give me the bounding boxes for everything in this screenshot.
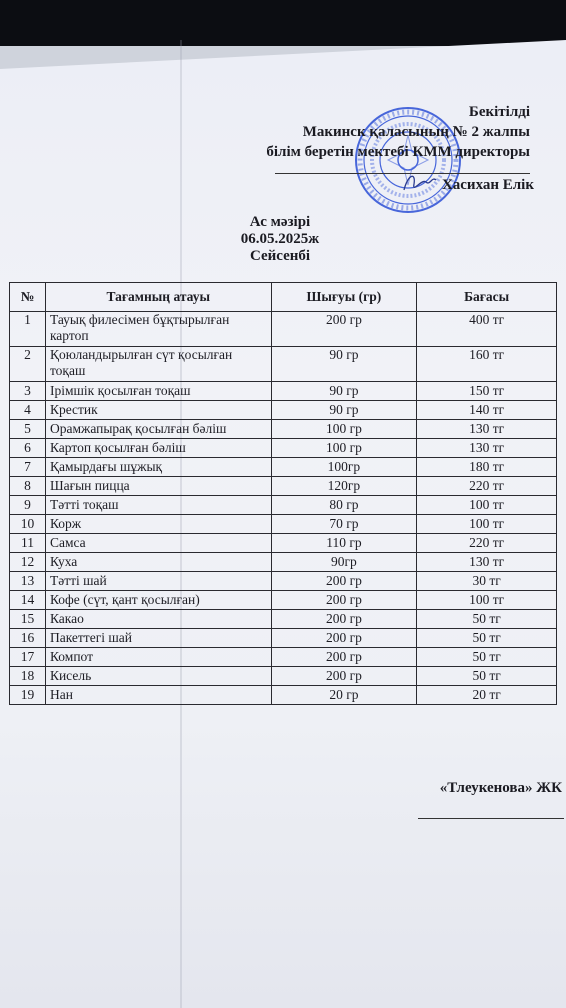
row-number: 17: [10, 648, 46, 667]
portion-size: 90 гр: [271, 347, 417, 382]
portion-size: 200 гр: [271, 667, 417, 686]
dish-name: Ірімшік қосылған тоқаш: [45, 382, 271, 401]
signature-line: [275, 173, 530, 174]
dish-name: Корж: [45, 515, 271, 534]
price: 400 тг: [417, 312, 557, 347]
portion-size: 80 гр: [271, 496, 417, 515]
price: 130 тг: [417, 420, 557, 439]
price: 160 тг: [417, 347, 557, 382]
portion-size: 90 гр: [271, 401, 417, 420]
price: 100 тг: [417, 591, 557, 610]
price: 50 тг: [417, 629, 557, 648]
price: 100 тг: [417, 496, 557, 515]
row-number: 19: [10, 686, 46, 705]
table-row: [10, 458, 557, 477]
row-number: 8: [10, 477, 46, 496]
table-row: [10, 648, 557, 667]
approval-line-2: білім беретін мектебі КММ директоры: [266, 144, 530, 160]
row-number: 15: [10, 610, 46, 629]
row-number: 3: [10, 382, 46, 401]
approval-block: [266, 102, 530, 162]
dish-name: Самса: [45, 534, 271, 553]
dish-name: Крестик: [45, 401, 271, 420]
table-row: [10, 515, 557, 534]
approval-title: Бекітілді: [468, 104, 530, 120]
price: 220 тг: [417, 477, 557, 496]
portion-size: 100гр: [271, 458, 417, 477]
dish-name: Картоп қосылған бәліш: [45, 439, 271, 458]
row-number: 13: [10, 572, 46, 591]
table-row: [10, 572, 557, 591]
portion-size: 200 гр: [271, 610, 417, 629]
dish-name: Кофе (сүт, қант қосылған): [45, 591, 271, 610]
portion-size: 20 гр: [271, 686, 417, 705]
portion-size: 200 гр: [271, 591, 417, 610]
row-number: 7: [10, 458, 46, 477]
dish-name: Тауық филесімен бұқтырылған картоп: [45, 312, 271, 347]
row-number: 11: [10, 534, 46, 553]
table-row: [10, 534, 557, 553]
dish-name: Қоюландырылған сүт қосылған тоқаш: [45, 347, 271, 382]
price: 150 тг: [417, 382, 557, 401]
table-row: [10, 667, 557, 686]
price: 140 тг: [417, 401, 557, 420]
portion-size: 100 гр: [271, 420, 417, 439]
dish-name: Нан: [45, 686, 271, 705]
table-row: [10, 382, 557, 401]
row-number: 4: [10, 401, 46, 420]
table-row: [10, 629, 557, 648]
portion-size: 110 гр: [271, 534, 417, 553]
table-row: [10, 686, 557, 705]
portion-size: 120гр: [271, 477, 417, 496]
dish-name: Куха: [45, 553, 271, 572]
portion-size: 200 гр: [271, 629, 417, 648]
approval-line-1: Макинск қаласының № 2 жалпы: [302, 124, 530, 140]
director-name: Хасихан Елік: [441, 177, 534, 193]
table-row: [10, 439, 557, 458]
portion-size: 200 гр: [271, 572, 417, 591]
table-row: [10, 312, 557, 347]
table-row: [10, 477, 557, 496]
price: 220 тг: [417, 534, 557, 553]
dish-name: Тәтті шай: [45, 572, 271, 591]
row-number: 9: [10, 496, 46, 515]
row-number: 1: [10, 312, 46, 347]
portion-size: 100 гр: [271, 439, 417, 458]
dish-name: Тәтті тоқаш: [45, 496, 271, 515]
table-row: [10, 401, 557, 420]
dish-name: Пакеттегі шай: [45, 629, 271, 648]
header-price: Бағасы: [417, 283, 557, 312]
header-dish-name: Тағамның атауы: [45, 283, 271, 312]
portion-size: 90 гр: [271, 382, 417, 401]
price: 180 тг: [417, 458, 557, 477]
table-row: [10, 610, 557, 629]
price: 100 тг: [417, 515, 557, 534]
price: 50 тг: [417, 648, 557, 667]
dish-name: Қамырдағы шұжық: [45, 458, 271, 477]
row-number: 6: [10, 439, 46, 458]
price: 20 тг: [417, 686, 557, 705]
portion-size: 200 гр: [271, 648, 417, 667]
menu-weekday: Сейсенбі: [249, 248, 311, 264]
table-row: [10, 496, 557, 515]
dish-name: Кисель: [45, 667, 271, 686]
price: 50 тг: [417, 610, 557, 629]
company-name: «Тлеукенова» ЖК: [439, 780, 562, 796]
portion-size: 200 гр: [271, 312, 417, 347]
header-portion: Шығуы (гр): [271, 283, 417, 312]
menu-heading: [200, 214, 360, 265]
row-number: 10: [10, 515, 46, 534]
portion-size: 90гр: [271, 553, 417, 572]
table-header-row: [10, 283, 557, 312]
dish-name: Орамжапырақ қосылған бәліш: [45, 420, 271, 439]
table-row: [10, 420, 557, 439]
row-number: 14: [10, 591, 46, 610]
price: 50 тг: [417, 667, 557, 686]
menu-title: Ас мәзірі: [249, 214, 311, 230]
header-number: №: [10, 283, 46, 312]
row-number: 12: [10, 553, 46, 572]
portion-size: 70 гр: [271, 515, 417, 534]
price: 130 тг: [417, 439, 557, 458]
table-row: [10, 591, 557, 610]
menu-date: 06.05.2025ж: [240, 231, 320, 247]
row-number: 2: [10, 347, 46, 382]
row-number: 16: [10, 629, 46, 648]
dish-name: Компот: [45, 648, 271, 667]
price: 30 тг: [417, 572, 557, 591]
row-number: 18: [10, 667, 46, 686]
price: 130 тг: [417, 553, 557, 572]
menu-table: [9, 282, 557, 705]
table-row: [10, 347, 557, 382]
dish-name: Какао: [45, 610, 271, 629]
company-signature-line: [418, 818, 564, 819]
table-row: [10, 553, 557, 572]
dish-name: Шағын пицца: [45, 477, 271, 496]
dark-background: [0, 0, 566, 46]
row-number: 5: [10, 420, 46, 439]
